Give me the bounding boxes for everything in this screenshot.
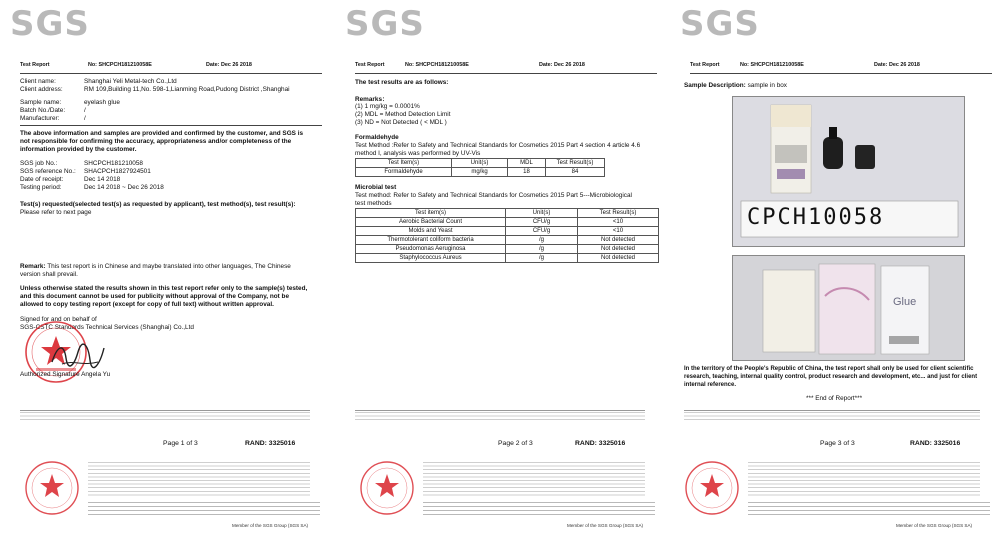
table-row: Pseudomonas Aeruginosa /g Not detected xyxy=(356,245,659,254)
microbial-method-1: Test method: Refer to Safety and Technical Standards for Cosmetics 2015 Part 5---Microbiological xyxy=(355,192,632,199)
rand-number: RAND: 3325016 xyxy=(245,440,296,447)
sample-id-label: CPCH10058 xyxy=(747,205,885,230)
territory-statement-2: research, teaching, internal quality control, product research and development, etc... and just for client xyxy=(684,374,978,380)
tests-requested: Test(s) requested(selected test(s) as requested by applicant), test method(s), test result(s): xyxy=(20,201,296,208)
remark-2: (2) MDL = Method Detection Limit xyxy=(355,111,451,118)
microbial-table xyxy=(355,208,659,263)
customer-statement-2: not responsible for confirming the accuracy, appropriateness and/or completeness of the xyxy=(20,138,292,145)
sample-description: Sample Description: sample in box xyxy=(684,82,788,89)
address-fine-print xyxy=(423,502,655,516)
formaldehyde-table xyxy=(355,158,605,177)
fine-print-notice xyxy=(20,412,310,422)
fine-print-notice xyxy=(355,412,645,422)
microbial-method-2: test methods xyxy=(355,200,392,207)
table-header-row: Test Item(s) Unit(s) MDL Test Result(s) xyxy=(356,159,605,168)
formaldehyde-title: Formaldehyde xyxy=(355,134,399,141)
territory-statement-3: internal reference. xyxy=(684,382,737,388)
formaldehyde-method-1: Test Method :Refer to Safety and Technical Standards for Cosmetics 2015 Part 4 section 4 article 4.6 xyxy=(355,142,641,149)
notice-rule xyxy=(355,410,645,411)
authorized-signature: Authorized Signature Angela Yu xyxy=(20,371,111,378)
member-of-sgs: Member of the SGS Group (SGS SA) xyxy=(896,523,973,528)
sample-photo-2 xyxy=(732,255,965,361)
unless-statement-1: Unless otherwise stated the results shown in this test report refer only to the sample(s) tested, xyxy=(20,285,308,292)
terms-fine-print xyxy=(748,462,980,498)
rand-number: RAND: 3325016 xyxy=(575,440,626,447)
signed-line-1: Signed for and on behalf of xyxy=(20,316,97,323)
header-rule xyxy=(20,73,322,74)
customer-statement-3: information provided by the customer. xyxy=(20,146,137,153)
page-number: Page 1 of 3 xyxy=(163,440,198,447)
table-row: Formaldehyde mg/kg 18 84 xyxy=(356,168,605,177)
customer-statement-1: The above information and samples are provided and confirmed by the customer, and SGS is xyxy=(20,130,304,137)
formaldehyde-method-2: method I, analysis was performed by UV-Vis xyxy=(355,150,481,157)
notice-rule xyxy=(684,410,980,411)
tests-requested-note: Please refer to next page xyxy=(20,209,92,216)
footer-seal-stamp xyxy=(682,458,742,518)
microbial-title: Microbial test xyxy=(355,184,397,191)
member-of-sgs: Member of the SGS Group (SGS SA) xyxy=(567,523,644,528)
remark-3: (3) ND = Not Detected ( < MDL ) xyxy=(355,119,447,126)
sgs-logo: SGS xyxy=(345,4,425,44)
report-page-2: SGS Test Report No: SHCPCH181210058E Date: Dec 26 2018 The test results are as follows: Remarks： (1) 1 mg/kg = 0.0001% (2) MDL = Method Detection Limit (3) ND = Not Detected ( < MDL ) Formaldehyde Test Method :Refer to Safety and Technical Standards for Cosmetics 2015 Part 4 section 4 article 4.6 method I, analysis was performed by UV-Vis Test Item(s) Unit(s) MDL Test Result(s) Formaldehyde mg/kg 18 84 Microbial test Test method: Refer to Safety and Technical Standards for Cosmetics 2015 Part 5---Microbiological test methods Test item(s) Unit(s) Test Result(s) Aerobic Bacterial Count CFU/g <10 Molds and Yeast CFU/g <10 Thermotolerant coliform bacteria /g Not detected Pseudomonas Aeruginosa /g Not detected Staphylococcus Aureus /g Not detected Page 2 of 3 RAND: 3325016 Member of the SGS Group (SGS SA) xyxy=(335,0,665,533)
member-of-sgs: Member of the SGS Group (SGS SA) xyxy=(232,523,309,528)
signed-line-2: SGS-CSTC Standards Technical Services (Shanghai) Co.,Ltd xyxy=(20,324,194,331)
notice-rule xyxy=(20,410,310,411)
sgs-logo: SGS xyxy=(680,4,760,44)
footer-seal-stamp xyxy=(22,458,82,518)
remark-1: (1) 1 mg/kg = 0.0001% xyxy=(355,103,420,110)
results-title: The test results are as follows: xyxy=(355,79,449,86)
terms-fine-print xyxy=(88,462,310,498)
remarks-title: Remarks： xyxy=(355,96,389,103)
rand-number: RAND: 3325016 xyxy=(910,440,961,447)
section-rule xyxy=(20,125,322,126)
product-photo-2 xyxy=(733,256,965,361)
header-rule xyxy=(355,73,657,74)
handwritten-signature xyxy=(48,340,108,370)
glue-box-label: Glue xyxy=(893,296,917,308)
remark-line-2: version shall prevail. xyxy=(20,271,78,278)
territory-statement-1: In the territory of the People's Republic of China, the test report shall only be used for client scientific xyxy=(684,366,974,372)
address-fine-print xyxy=(88,502,320,516)
page-number: Page 3 of 3 xyxy=(820,440,855,447)
sample-photo-1 xyxy=(732,96,965,247)
table-row: Thermotolerant coliform bacteria /g Not detected xyxy=(356,236,659,245)
terms-fine-print xyxy=(423,462,645,498)
sgs-logo: SGS xyxy=(10,4,90,44)
header-rule xyxy=(690,73,992,74)
unless-statement-3: allowed to copy testing report (except for copy of full text) without written approval. xyxy=(20,301,274,308)
table-header-row: Test item(s) Unit(s) Test Result(s) xyxy=(356,209,659,218)
fine-print-notice xyxy=(684,412,980,422)
address-fine-print xyxy=(748,502,990,516)
page-number: Page 2 of 3 xyxy=(498,440,533,447)
report-page-1: SGS Test Report No: SHCPCH181210058E Date: Dec 26 2018 Client name: Shanghai Yeli Metal-tech Co.,Ltd Client address: RM 109,Building 11,No. 598-1,Lianming Road,Pudong District ,Shanghai Sample name: eyelash glue Batch No./Date: / Manufacturer: / The above information and samples are provided and confirmed by the customer, and SGS is not responsible for confirming the accuracy, appropriateness and/or completeness of the information provided by the customer. SGS job No.: SHCPCH181210058 SGS reference No.: SHACPCH1827924501 Date of receipt: Dec 14 2018 Testing period: Dec 14 2018 ~ Dec 26 2018 Test(s) requested(selected test(s) as requested by applicant), test method(s), test result(s): Please refer to next page Remark: This test report is in Chinese and maybe translated into other languages, The Chinese version shall prevail. Unless otherwise stated the results shown in this test report refer only to the sample(s) tested, and this document cannot be used for publicity without approval of the Company, not be allowed to copy testing report (except for copy of full text) without written approval. Signed for and on behalf of SGS-CSTC Standards Technical Services (Shanghai) Co.,Ltd Authorized Signature Angela Yu Page 1 of 3 RAND: 3325016 Member of the SGS Group (SGS SA) xyxy=(0,0,330,533)
remark-line-1: Remark: This test report is in Chinese and maybe translated into other languages, The Chinese xyxy=(20,263,291,270)
table-row: Molds and Yeast CFU/g <10 xyxy=(356,227,659,236)
end-of-report: *** End of Report*** xyxy=(806,395,863,402)
table-row: Staphylococcus Aureus /g Not detected xyxy=(356,254,659,263)
unless-statement-2: and this document cannot be used for publicity without approval of the Company, not be xyxy=(20,293,290,300)
footer-seal-stamp xyxy=(357,458,417,518)
report-page-3: SGS Test Report No: SHCPCH181210058E Date: Dec 26 2018 Sample Description: sample in box CPCH10058 Glue In the territory of the People's Republic of China, the test report shall only be used for client scientific research, teaching, internal quality control, product research and development, etc... and just for client internal reference. *** End of Report*** Page 3 of 3 RAND: 3325016 Member of the SGS Group (SGS SA) xyxy=(670,0,1000,533)
table-row: Aerobic Bacterial Count CFU/g <10 xyxy=(356,218,659,227)
